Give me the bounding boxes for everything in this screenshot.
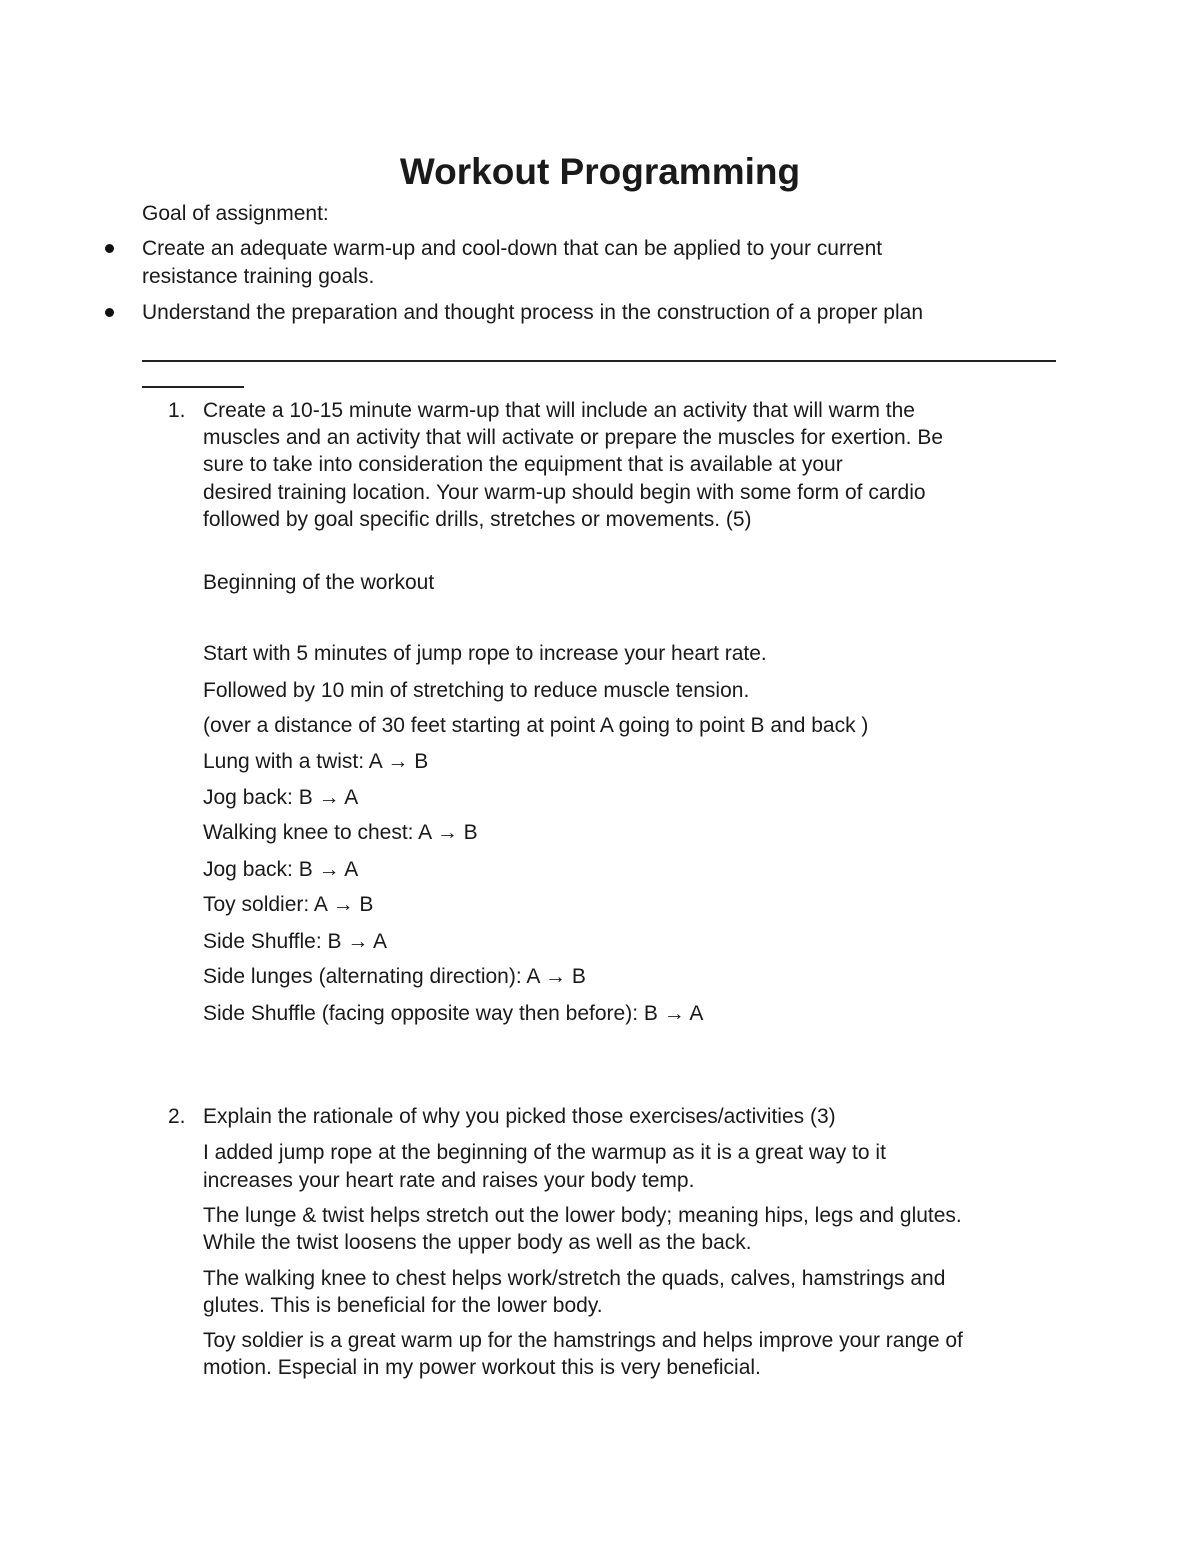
answer-1-line: Jog back: B → A [203,858,359,881]
goal-label: Goal of assignment: [142,202,329,225]
bullet-dot [105,244,114,253]
answer-1-line: Lung with a twist: A → B [203,750,429,773]
answer-2-line: Toy soldier is a great warm up for the hamstrings and helps improve your range of [203,1329,963,1352]
question-1-number: 1. [168,399,186,422]
answer-1-heading: Beginning of the workout [203,571,435,594]
answer-2-line: The walking knee to chest helps work/stretch the quads, calves, hamstrings and [203,1267,946,1290]
answer-1-line: Jog back: B → A [203,786,359,809]
answer-2-line: The lunge & twist helps stretch out the lower body; meaning hips, legs and glutes. [203,1204,962,1227]
separator-line [142,360,1056,362]
answer-1-line: Followed by 10 min of stretching to reduce muscle tension. [203,679,750,702]
question-1-line: sure to take into consideration the equipment that is available at your [203,453,843,476]
answer-2-line: While the twist loosens the upper body as well as the back. [203,1231,752,1254]
answer-1-line: Side Shuffle: B → A [203,930,388,953]
bullet-1-line-1: Create an adequate warm-up and cool-down that can be applied to your current [142,237,883,260]
separator-line-continuation [142,386,244,388]
answer-1-line: (over a distance of 30 feet starting at point A going to point B and back ) [203,714,869,737]
bullet-1-line-2: resistance training goals. [142,265,375,288]
answer-1-line: Toy soldier: A → B [203,893,374,916]
answer-2-line: increases your heart rate and raises your body temp. [203,1169,695,1192]
question-1-line: Create a 10-15 minute warm-up that will include an activity that will warm the [203,399,915,422]
bullet-2-line-1: Understand the preparation and thought process in the construction of a proper plan [142,301,924,324]
question-1-line: muscles and an activity that will activate or prepare the muscles for exertion. Be [203,426,944,449]
answer-2-line: motion. Especial in my power workout this is very beneficial. [203,1356,761,1379]
answer-2-line: I added jump rope at the beginning of the warmup as it is a great way to it [203,1141,886,1164]
question-2-number: 2. [168,1105,186,1128]
question-1-line: followed by goal specific drills, stretches or movements. (5) [203,508,752,531]
question-2-line: Explain the rationale of why you picked those exercises/activities (3) [203,1105,836,1128]
page-title: Workout Programming [399,151,801,192]
answer-1-line: Side Shuffle (facing opposite way then before): B → A [203,1002,704,1025]
bullet-dot [105,308,114,317]
answer-1-line: Walking knee to chest: A → B [203,821,478,844]
answer-2-line: glutes. This is beneficial for the lower body. [203,1294,603,1317]
answer-1-line: Side lunges (alternating direction): A → B [203,965,586,988]
answer-1-line: Start with 5 minutes of jump rope to increase your heart rate. [203,642,767,665]
question-1-line: desired training location. Your warm-up should begin with some form of cardio [203,481,926,504]
